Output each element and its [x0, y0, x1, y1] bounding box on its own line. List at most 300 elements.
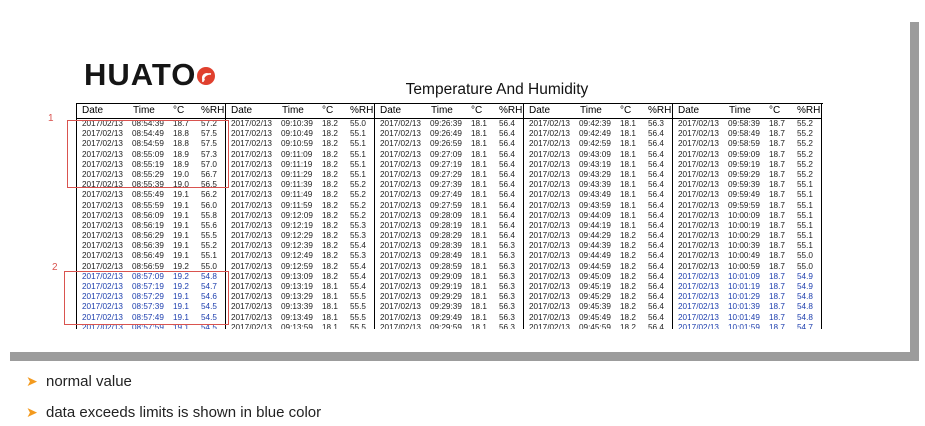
- table-cell: 56.4: [648, 220, 664, 230]
- table-cell: 18.1: [620, 139, 636, 149]
- table-row: [77, 211, 225, 221]
- table-cell: 18.7: [769, 282, 785, 291]
- table-cell: 55.0: [797, 251, 813, 261]
- table-cell: 10:00:49: [728, 251, 760, 261]
- table-cell: 56.4: [648, 210, 664, 220]
- table-cell: 2017/02/13: [231, 271, 272, 281]
- huato-logo: [76, 55, 222, 99]
- table-cell: 18.1: [471, 231, 487, 241]
- table-row: [524, 221, 672, 231]
- table-cell: 09:29:19: [430, 282, 462, 291]
- table-cell: 08:56:49: [132, 251, 164, 261]
- table-cell: 2017/02/13: [82, 129, 123, 139]
- table-cell: 54.5: [201, 312, 217, 322]
- table-cell: 09:29:09: [430, 271, 462, 281]
- table-cell: 54.6: [201, 292, 217, 302]
- table-cell: 55.5: [201, 231, 217, 241]
- table-row: [524, 282, 672, 292]
- table-cell: 56.4: [499, 119, 515, 128]
- table-row: [375, 302, 523, 312]
- header-time: Time: [431, 105, 453, 116]
- table-cell: 2017/02/13: [678, 302, 719, 312]
- table-row: [673, 272, 821, 282]
- table-cell: 18.1: [471, 190, 487, 200]
- table-row: [673, 231, 821, 241]
- table-cell: 08:56:39: [132, 241, 164, 251]
- table-cell: 18.7: [769, 251, 785, 261]
- table-cell: 08:54:39: [132, 119, 164, 128]
- table-cell: 09:43:29: [579, 169, 611, 179]
- table-cell: 55.1: [350, 139, 366, 149]
- table-cell: 18.1: [471, 271, 487, 281]
- table-cell: 10:01:49: [728, 312, 760, 322]
- table-cell: 08:55:09: [132, 149, 164, 159]
- table-cell: 08:56:09: [132, 210, 164, 220]
- header-rh: %RH: [648, 105, 672, 116]
- table-cell: 2017/02/13: [380, 119, 421, 128]
- table-cell: 09:29:39: [430, 302, 462, 312]
- legend-normal: [26, 373, 132, 390]
- table-cell: 09:45:39: [579, 302, 611, 312]
- table-cell: 18.1: [471, 322, 487, 329]
- table-header: [77, 104, 225, 119]
- table-cell: 18.1: [620, 169, 636, 179]
- table-cell: 2017/02/13: [82, 180, 123, 190]
- table-cell: 18.2: [322, 271, 338, 281]
- table-cell: 2017/02/13: [380, 220, 421, 230]
- table-cell: 55.2: [797, 159, 813, 169]
- table-cell: 18.1: [471, 251, 487, 261]
- table-cell: 2017/02/13: [231, 302, 272, 312]
- table-cell: 56.4: [648, 251, 664, 261]
- table-cell: 09:43:39: [579, 180, 611, 190]
- legend-exceeds: [26, 404, 321, 421]
- table-row: [524, 251, 672, 261]
- table-cell: 2017/02/13: [380, 200, 421, 210]
- table-cell: 55.2: [797, 169, 813, 179]
- table-cell: 55.4: [350, 261, 366, 271]
- table-cell: 09:44:49: [579, 251, 611, 261]
- table-cell: 2017/02/13: [231, 282, 272, 291]
- table-row: [375, 170, 523, 180]
- table-cell: 18.7: [769, 210, 785, 220]
- table-cell: 2017/02/13: [82, 241, 123, 251]
- table-cell: 09:28:49: [430, 251, 462, 261]
- table-cell: 2017/02/13: [678, 261, 719, 271]
- table-cell: 2017/02/13: [380, 261, 421, 271]
- table-cell: 08:55:39: [132, 180, 164, 190]
- table-cell: 18.2: [322, 129, 338, 139]
- table-cell: 2017/02/13: [82, 139, 123, 149]
- table-cell: 54.7: [797, 322, 813, 329]
- table-cell: 18.2: [322, 180, 338, 190]
- table-cell: 09:43:49: [579, 190, 611, 200]
- table-cell: 2017/02/13: [529, 231, 570, 241]
- table-cell: 18.1: [471, 200, 487, 210]
- table-cell: 18.7: [769, 241, 785, 251]
- table-cell: 2017/02/13: [380, 159, 421, 169]
- table-cell: 55.5: [350, 322, 366, 329]
- table-row: [226, 139, 374, 149]
- table-cell: 19.2: [173, 261, 189, 271]
- table-cell: 09:27:09: [430, 149, 462, 159]
- table-cell: 54.8: [797, 302, 813, 312]
- table-row: [524, 139, 672, 149]
- table-cell: 18.1: [620, 220, 636, 230]
- legend-normal-text: normal value: [46, 373, 132, 390]
- table-cell: 09:43:09: [579, 149, 611, 159]
- table-row: [524, 190, 672, 200]
- table-cell: 56.7: [201, 169, 217, 179]
- table-cell: 18.1: [620, 149, 636, 159]
- table-cell: 55.2: [350, 190, 366, 200]
- table-cell: 19.2: [173, 282, 189, 291]
- logo-text: HUATO: [84, 57, 197, 92]
- table-cell: 2017/02/13: [82, 159, 123, 169]
- table-row: [77, 221, 225, 231]
- table-cell: 55.4: [350, 271, 366, 281]
- header-time: Time: [729, 105, 751, 116]
- table-cell: 2017/02/13: [380, 271, 421, 281]
- table-cell: 09:12:39: [281, 241, 313, 251]
- table-cell: 2017/02/13: [231, 231, 272, 241]
- table-cell: 18.1: [322, 282, 338, 291]
- table-cell: 56.4: [648, 149, 664, 159]
- highlight-box-exceeds: [64, 271, 229, 325]
- table-cell: 2017/02/13: [529, 312, 570, 322]
- table-cell: 2017/02/13: [678, 149, 719, 159]
- table-cell: 2017/02/13: [380, 149, 421, 159]
- table-cell: 10:01:09: [728, 271, 760, 281]
- table-cell: 2017/02/13: [529, 129, 570, 139]
- table-cell: 09:59:49: [728, 190, 760, 200]
- table-cell: 56.4: [648, 180, 664, 190]
- table-cell: 09:26:49: [430, 129, 462, 139]
- table-cell: 2017/02/13: [380, 129, 421, 139]
- table-cell: 18.1: [471, 220, 487, 230]
- table-cell: 09:10:49: [281, 129, 313, 139]
- table-row: [524, 302, 672, 312]
- table-row: [77, 231, 225, 241]
- table-row: [226, 160, 374, 170]
- table-cell: 2017/02/13: [231, 129, 272, 139]
- table-cell: 18.2: [620, 322, 636, 329]
- table-cell: 2017/02/13: [529, 220, 570, 230]
- table-cell: 2017/02/13: [231, 251, 272, 261]
- table-row: [673, 201, 821, 211]
- table-cell: 09:29:59: [430, 322, 462, 329]
- table-cell: 54.7: [201, 282, 217, 291]
- table-row: [375, 282, 523, 292]
- table-cell: 18.1: [471, 169, 487, 179]
- header-temp: °C: [471, 105, 483, 116]
- table-cell: 2017/02/13: [82, 271, 123, 281]
- table-cell: 18.2: [620, 231, 636, 241]
- table-row: [673, 139, 821, 149]
- table-row: [524, 119, 672, 129]
- table-cell: 2017/02/13: [529, 159, 570, 169]
- header-rh: %RH: [499, 105, 523, 116]
- table-cell: 09:26:39: [430, 119, 462, 128]
- table-cell: 09:44:39: [579, 241, 611, 251]
- table-row: [673, 262, 821, 272]
- table-row: [673, 160, 821, 170]
- table-cell: 18.1: [471, 139, 487, 149]
- table-row: [226, 221, 374, 231]
- table-row: [226, 262, 374, 272]
- table-cell: 56.4: [499, 149, 515, 159]
- table-row: [673, 129, 821, 139]
- table-cell: 2017/02/13: [82, 282, 123, 291]
- table-cell: 56.3: [499, 251, 515, 261]
- table-cell: 09:59:09: [728, 149, 760, 159]
- table-cell: 2017/02/13: [678, 119, 719, 128]
- table-cell: 2017/02/13: [529, 271, 570, 281]
- table-cell: 19.1: [173, 312, 189, 322]
- table-cell: 19.1: [173, 292, 189, 302]
- table-cell: 2017/02/13: [380, 210, 421, 220]
- table-row: [375, 119, 523, 129]
- table-cell: 55.1: [797, 231, 813, 241]
- table-cell: 56.3: [499, 271, 515, 281]
- table-cell: 18.1: [471, 180, 487, 190]
- table-cell: 55.2: [797, 139, 813, 149]
- table-row: [375, 292, 523, 302]
- table-cell: 09:58:39: [728, 119, 760, 128]
- wireless-signal-icon: [195, 65, 217, 87]
- table-row: [673, 180, 821, 190]
- table-cell: 18.7: [769, 220, 785, 230]
- table-cell: 18.2: [620, 271, 636, 281]
- table-cell: 08:54:59: [132, 139, 164, 149]
- table-cell: 2017/02/13: [82, 149, 123, 159]
- table-cell: 56.4: [499, 129, 515, 139]
- table-cell: 57.5: [201, 129, 217, 139]
- table-cell: 18.1: [471, 312, 487, 322]
- table-cell: 09:12:29: [281, 231, 313, 241]
- table-cell: 09:59:29: [728, 169, 760, 179]
- table-cell: 56.3: [648, 119, 664, 128]
- table-cell: 2017/02/13: [231, 169, 272, 179]
- table-cell: 19.1: [173, 302, 189, 312]
- table-cell: 2017/02/13: [529, 210, 570, 220]
- table-cell: 2017/02/13: [82, 190, 123, 200]
- table-row: [673, 221, 821, 231]
- table-cell: 56.4: [648, 282, 664, 291]
- table-cell: 57.0: [201, 159, 217, 169]
- table-cell: 18.1: [471, 129, 487, 139]
- table-cell: 2017/02/13: [529, 282, 570, 291]
- table-row: [524, 150, 672, 160]
- table-cell: 09:13:59: [281, 322, 313, 329]
- table-cell: 2017/02/13: [678, 251, 719, 261]
- table-cell: 55.1: [797, 200, 813, 210]
- table-cell: 2017/02/13: [231, 210, 272, 220]
- table-row: [673, 292, 821, 302]
- table-row: [673, 170, 821, 180]
- table-cell: 08:56:19: [132, 220, 164, 230]
- table-cell: 2017/02/13: [678, 129, 719, 139]
- table-row: [375, 211, 523, 221]
- table-cell: 18.1: [322, 302, 338, 312]
- table-cell: 08:55:59: [132, 200, 164, 210]
- table-cell: 54.9: [797, 282, 813, 291]
- table-cell: 18.1: [471, 149, 487, 159]
- table-cell: 2017/02/13: [529, 169, 570, 179]
- table-row: [375, 221, 523, 231]
- table-cell: 2017/02/13: [678, 312, 719, 322]
- table-row: [226, 170, 374, 180]
- table-cell: 2017/02/13: [231, 292, 272, 302]
- table-cell: 56.4: [499, 180, 515, 190]
- table-cell: 54.9: [797, 271, 813, 281]
- table-cell: 18.7: [769, 180, 785, 190]
- table-row: [226, 302, 374, 312]
- table-row: [226, 251, 374, 261]
- table-cell: 09:27:59: [430, 200, 462, 210]
- table-cell: 56.2: [201, 190, 217, 200]
- table-cell: 18.1: [471, 282, 487, 291]
- table-cell: 2017/02/13: [82, 210, 123, 220]
- table-cell: 2017/02/13: [529, 180, 570, 190]
- table-row: [375, 231, 523, 241]
- table-cell: 2017/02/13: [678, 271, 719, 281]
- table-cell: 18.7: [769, 312, 785, 322]
- table-cell: 2017/02/13: [678, 159, 719, 169]
- table-cell: 56.4: [499, 231, 515, 241]
- table-cell: 10:00:59: [728, 261, 760, 271]
- table-cell: 08:56:59: [132, 261, 164, 271]
- table-cell: 09:42:59: [579, 139, 611, 149]
- table-cell: 18.7: [769, 231, 785, 241]
- table-cell: 55.5: [350, 302, 366, 312]
- table-cell: 18.1: [471, 119, 487, 128]
- table-row: [375, 313, 523, 323]
- table-column: [375, 104, 524, 329]
- header-date: Date: [678, 105, 700, 116]
- table-cell: 18.1: [620, 200, 636, 210]
- table-row: [226, 201, 374, 211]
- table-cell: 55.4: [350, 282, 366, 291]
- table-cell: 2017/02/13: [678, 180, 719, 190]
- table-cell: 56.4: [648, 139, 664, 149]
- table-cell: 18.2: [322, 220, 338, 230]
- table-row: [375, 201, 523, 211]
- table-row: [524, 160, 672, 170]
- table-row: [77, 251, 225, 261]
- table-cell: 09:11:19: [281, 159, 313, 169]
- table-cell: 18.1: [322, 322, 338, 329]
- table-cell: 54.5: [201, 322, 217, 329]
- table-cell: 10:00:19: [728, 220, 760, 230]
- table-cell: 18.2: [322, 200, 338, 210]
- table-cell: 55.0: [797, 261, 813, 271]
- highlight-label-1: 1: [48, 113, 54, 124]
- table-row: [375, 241, 523, 251]
- table-cell: 09:59:19: [728, 159, 760, 169]
- table-row: [673, 119, 821, 129]
- table-cell: 10:00:09: [728, 210, 760, 220]
- table-row: [375, 272, 523, 282]
- table-cell: 55.3: [350, 251, 366, 261]
- table-cell: 2017/02/13: [231, 149, 272, 159]
- table-cell: 18.7: [769, 200, 785, 210]
- table-cell: 2017/02/13: [82, 322, 123, 329]
- table-cell: 10:01:59: [728, 322, 760, 329]
- table-cell: 2017/02/13: [529, 241, 570, 251]
- table-cell: 2017/02/13: [380, 292, 421, 302]
- table-cell: 09:13:39: [281, 302, 313, 312]
- table-cell: 2017/02/13: [380, 251, 421, 261]
- table-cell: 56.0: [201, 200, 217, 210]
- header-date: Date: [231, 105, 253, 116]
- table-cell: 09:59:39: [728, 180, 760, 190]
- table-row: [375, 262, 523, 272]
- header-rh: %RH: [350, 105, 374, 116]
- table-cell: 19.0: [173, 180, 189, 190]
- table-row: [375, 160, 523, 170]
- table-cell: 18.2: [322, 251, 338, 261]
- table-cell: 09:27:49: [430, 190, 462, 200]
- table-row: [226, 323, 374, 329]
- table-cell: 2017/02/13: [678, 169, 719, 179]
- table-cell: 18.2: [322, 139, 338, 149]
- table-cell: 18.2: [620, 241, 636, 251]
- table-cell: 18.2: [322, 261, 338, 271]
- table-cell: 18.7: [769, 302, 785, 312]
- table-cell: 09:13:49: [281, 312, 313, 322]
- table-cell: 18.2: [322, 241, 338, 251]
- table-cell: 18.2: [322, 210, 338, 220]
- table-cell: 2017/02/13: [380, 312, 421, 322]
- table-cell: 55.1: [797, 180, 813, 190]
- table-cell: 55.2: [797, 129, 813, 139]
- table-cell: 2017/02/13: [529, 149, 570, 159]
- table-cell: 2017/02/13: [231, 119, 272, 128]
- table-row: [524, 262, 672, 272]
- table-cell: 18.7: [769, 261, 785, 271]
- table-cell: 09:43:19: [579, 159, 611, 169]
- table-cell: 2017/02/13: [529, 322, 570, 329]
- table-cell: 18.1: [471, 241, 487, 251]
- table-cell: 55.1: [350, 129, 366, 139]
- table-cell: 18.2: [322, 149, 338, 159]
- table-cell: 2017/02/13: [82, 302, 123, 312]
- table-cell: 09:27:39: [430, 180, 462, 190]
- table-cell: 56.4: [648, 169, 664, 179]
- table-cell: 56.4: [499, 139, 515, 149]
- header-time: Time: [580, 105, 602, 116]
- table-cell: 55.2: [350, 210, 366, 220]
- table-cell: 56.4: [499, 220, 515, 230]
- table-cell: 54.5: [201, 302, 217, 312]
- table-cell: 56.3: [499, 292, 515, 302]
- table-cell: 2017/02/13: [231, 312, 272, 322]
- table-cell: 18.8: [173, 139, 189, 149]
- table-row: [673, 241, 821, 251]
- table-cell: 2017/02/13: [380, 169, 421, 179]
- table-cell: 2017/02/13: [529, 200, 570, 210]
- table-cell: 10:01:19: [728, 282, 760, 291]
- table-cell: 55.0: [350, 119, 366, 128]
- table-row: [673, 302, 821, 312]
- table-cell: 2017/02/13: [82, 119, 123, 128]
- table-cell: 09:11:09: [281, 149, 313, 159]
- table-cell: 09:28:59: [430, 261, 462, 271]
- table-cell: 54.8: [797, 292, 813, 302]
- table-header: [524, 104, 672, 119]
- page-shadow-right: [910, 22, 919, 354]
